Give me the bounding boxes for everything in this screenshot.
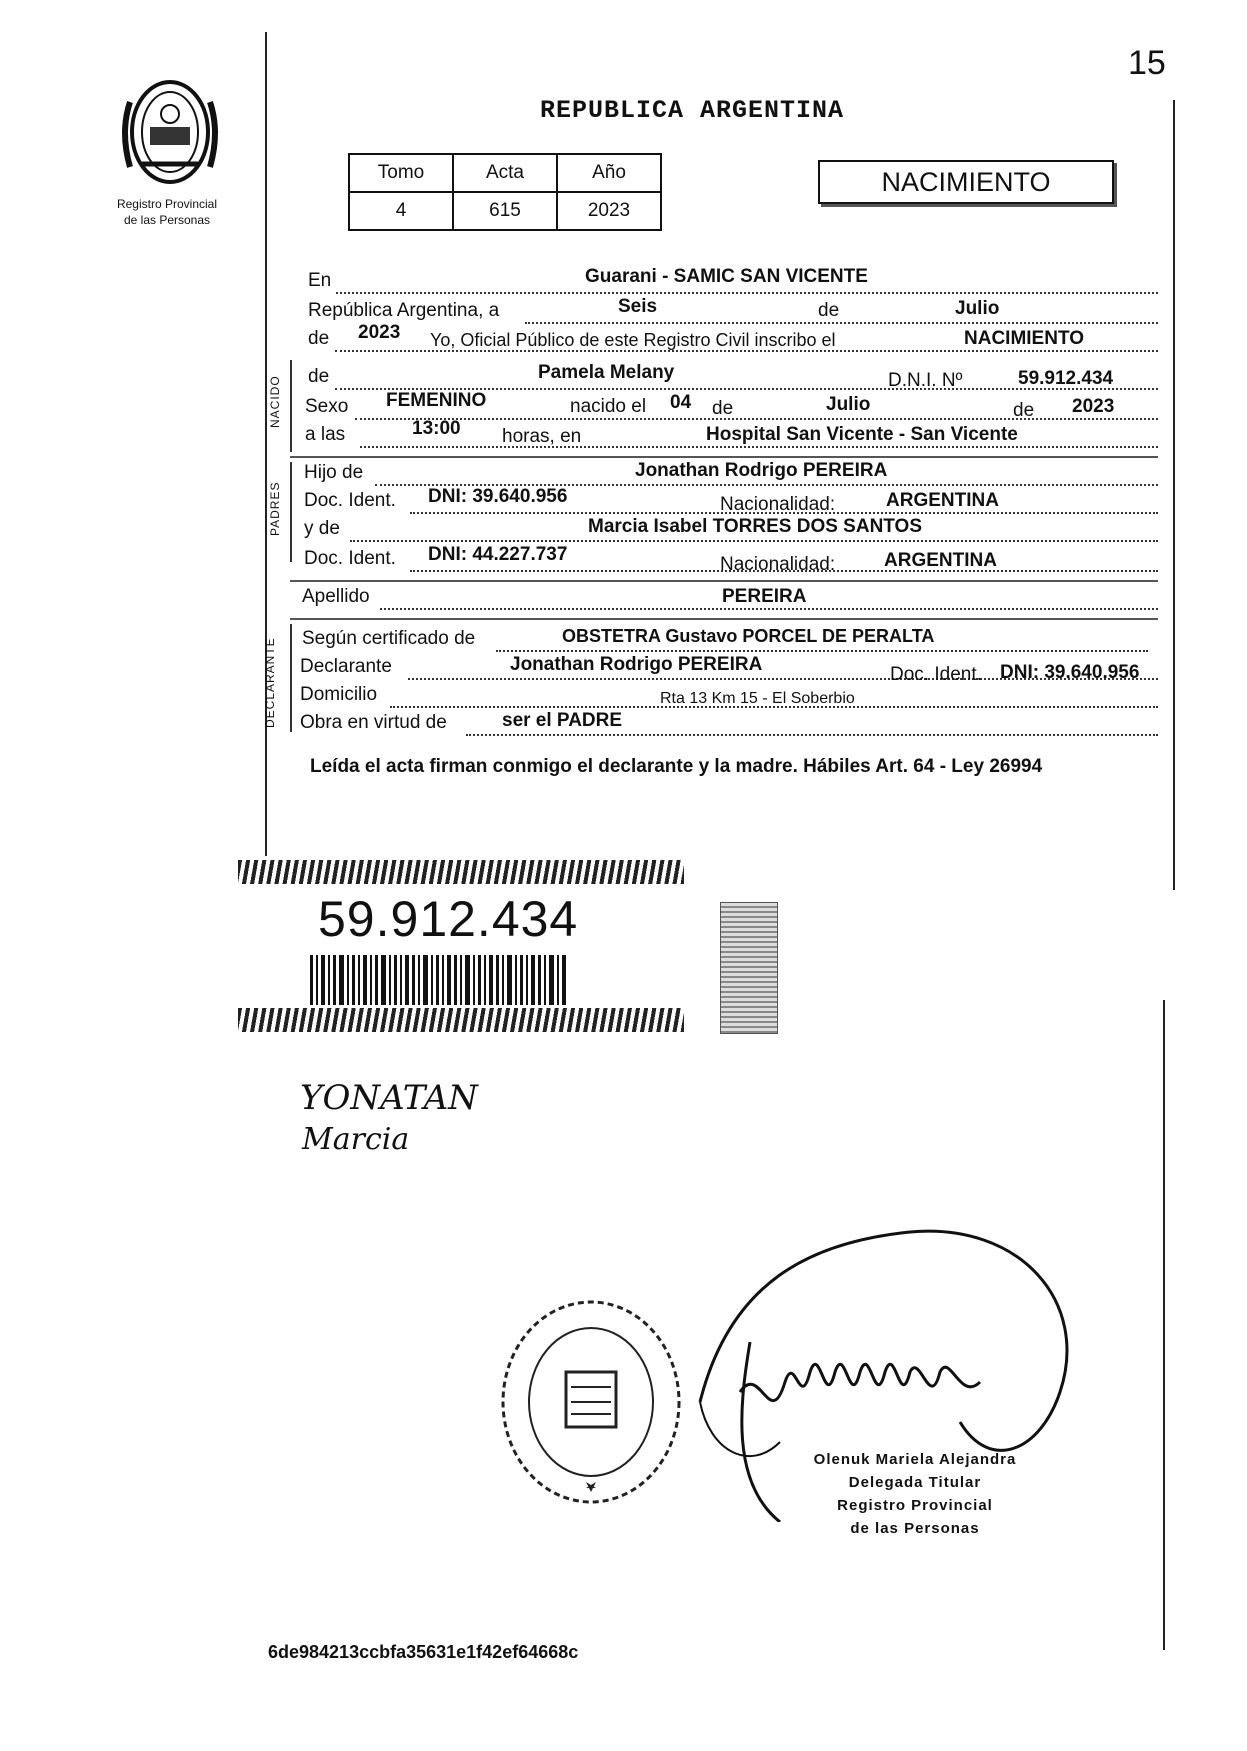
dotted-line <box>336 292 1158 294</box>
statement-text: Yo, Oficial Público de este Registro Civil inscribo el <box>430 330 836 350</box>
mother-name-value: Marcia Isabel TORRES DOS SANTOS <box>588 516 923 537</box>
father-nationality-value: ARGENTINA <box>886 490 999 511</box>
act-value: NACIMIENTO <box>964 328 1084 349</box>
declarante-side-label: DECLARANTE <box>263 637 277 728</box>
padres-side-label: PADRES <box>268 481 282 536</box>
dotted-line <box>466 734 1158 736</box>
de-label: de <box>308 366 330 387</box>
declarante-name-value: Jonathan Rodrigo PEREIRA <box>510 654 763 675</box>
logo-caption-line-1: Registro Provincial <box>116 197 218 211</box>
logo-caption <box>88 196 246 228</box>
padres-bracket <box>290 462 292 562</box>
document-title: REPUBLICA ARGENTINA <box>540 96 845 125</box>
day-value: Seis <box>618 296 658 317</box>
dni-large-number: 59.912.434 <box>318 891 579 947</box>
closing-note: Leída el acta firman conmigo el declarante y la madre. Hábiles Art. 64 - Ley 26994 <box>310 756 1043 777</box>
apellido-value: PEREIRA <box>722 586 807 607</box>
declarante-label: Declarante <box>300 656 392 677</box>
official-signature-block <box>795 1448 1035 1540</box>
obra-label: Obra en virtud de <box>300 712 447 733</box>
mother-nationality-value: ARGENTINA <box>884 550 997 571</box>
tomo-header: Tomo <box>349 154 453 192</box>
birth-month-value: Julio <box>826 394 871 415</box>
anio-header: Año <box>557 154 661 192</box>
official-org-1: Registro Provincial <box>837 1497 993 1514</box>
section-divider <box>290 618 1158 620</box>
section-divider <box>290 456 1158 458</box>
right-border-line <box>1173 100 1175 890</box>
section-divider <box>290 580 1158 582</box>
security-band-bottom <box>238 1008 684 1032</box>
dotted-line <box>525 322 1158 324</box>
en-label: En <box>308 270 332 291</box>
dotted-line <box>380 608 1158 610</box>
sexo-label: Sexo <box>305 396 349 417</box>
nacionalidad-label: Nacionalidad: <box>720 554 836 575</box>
nacido-side-label: NACIDO <box>268 375 282 428</box>
acta-header: Acta <box>453 154 557 192</box>
official-name: Olenuk Mariela Alejandra <box>813 1451 1017 1468</box>
left-border-line <box>265 32 267 856</box>
birth-day-value: 04 <box>670 392 692 413</box>
acta-value: 615 <box>453 192 557 230</box>
tomo-value: 4 <box>349 192 453 230</box>
father-name-value: Jonathan Rodrigo PEREIRA <box>635 460 888 481</box>
de-label: de <box>712 398 734 419</box>
obra-value: ser el PADRE <box>502 710 623 731</box>
barcode <box>310 955 568 1005</box>
year-value: 2023 <box>358 322 401 343</box>
anio-value: 2023 <box>557 192 661 230</box>
dotted-line <box>355 418 1158 420</box>
document-type-box: NACIMIENTO <box>818 160 1114 204</box>
dotted-line <box>496 650 1148 652</box>
logo-caption-line-2: de las Personas <box>123 213 211 227</box>
record-table <box>348 153 662 231</box>
de-label: de <box>1013 400 1035 421</box>
mother-doc-value: DNI: 44.227.737 <box>428 544 568 565</box>
horas-label: horas, en <box>502 426 582 447</box>
security-band-top <box>238 860 684 884</box>
doc-ident-label: Doc. Ident. <box>304 490 396 511</box>
sexo-value: FEMENINO <box>386 390 487 411</box>
cert-label: Según certificado de <box>302 628 476 649</box>
cert-value: OBSTETRA Gustavo PORCEL DE PERALTA <box>562 626 935 646</box>
page-number: 15 <box>1128 44 1166 82</box>
birth-place-value: Hospital San Vicente - San Vicente <box>706 424 1018 445</box>
right-border-line-lower <box>1163 1000 1165 1650</box>
dotted-line <box>350 540 1158 542</box>
official-role: Delegada Titular <box>848 1474 982 1491</box>
misiones-seal-logo <box>110 72 230 192</box>
official-round-stamp <box>496 1292 686 1512</box>
month-value: Julio <box>955 298 1000 319</box>
declarante-doc-value: DNI: 39.640.956 <box>1000 662 1140 683</box>
nacido-el-label: nacido el <box>570 396 647 417</box>
document-hash: 6de984213ccbfa35631e1f42ef64668c <box>268 1642 579 1662</box>
apellido-label: Apellido <box>302 586 370 607</box>
domicilio-label: Domicilio <box>300 684 378 705</box>
doc-ident-label: Doc. Ident. <box>304 548 396 569</box>
child-dni-value: 59.912.434 <box>1018 368 1114 389</box>
father-doc-value: DNI: 39.640.956 <box>428 486 568 507</box>
handwritten-signature-mother: Marcia <box>302 1122 410 1157</box>
dotted-line <box>360 446 1158 448</box>
place-value: Guarani - SAMIC SAN VICENTE <box>585 266 868 287</box>
child-name-value: Pamela Melany <box>538 362 675 383</box>
tax-stamp <box>720 902 778 1034</box>
a-las-label: a las <box>305 424 346 445</box>
doc-ident-label: Doc. Ident. <box>890 664 982 685</box>
y-de-label: y de <box>304 518 340 539</box>
official-org-2: de las Personas <box>850 1520 980 1537</box>
dni-label: D.N.I. Nº <box>888 370 963 391</box>
de-label: de <box>818 300 840 321</box>
time-value: 13:00 <box>412 418 461 439</box>
nacionalidad-label: Nacionalidad: <box>720 494 836 515</box>
hijo-de-label: Hijo de <box>304 462 364 483</box>
handwritten-signature-father: YONATAN <box>300 1078 478 1118</box>
nacido-bracket <box>290 360 292 452</box>
declarante-bracket <box>290 624 292 732</box>
republica-label: República Argentina, a <box>308 300 500 321</box>
domicilio-value: Rta 13 Km 15 - El Soberbio <box>660 690 855 707</box>
de-label: de <box>308 328 330 349</box>
birth-year-value: 2023 <box>1072 396 1115 417</box>
